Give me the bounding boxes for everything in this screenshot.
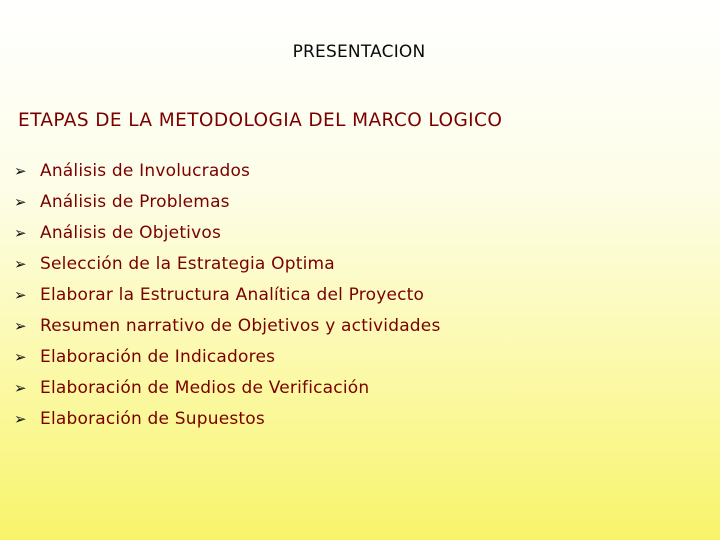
- list-item-label: Resumen narrativo de Objetivos y actividades: [40, 315, 441, 336]
- list-item: [14, 341, 441, 372]
- arrowhead-bullet-icon: ➢: [14, 409, 27, 428]
- list-item: [14, 248, 441, 279]
- list-item-label: Análisis de Objetivos: [40, 222, 222, 243]
- list-item-label: Elaboración de Medios de Verificación: [40, 377, 370, 398]
- list-item: [14, 217, 441, 248]
- slide-subtitle: ETAPAS DE LA METODOLOGIA DEL MARCO LOGICO: [18, 110, 503, 131]
- arrowhead-bullet-icon: ➢: [14, 254, 27, 273]
- stages-list: [14, 155, 441, 434]
- arrowhead-bullet-icon: ➢: [14, 347, 27, 366]
- list-item-label: Análisis de Problemas: [40, 191, 230, 212]
- list-item: [14, 279, 441, 310]
- list-item: [14, 155, 441, 186]
- list-item-label: Elaboración de Indicadores: [40, 346, 276, 367]
- list-item: [14, 310, 441, 341]
- list-item: [14, 186, 441, 217]
- list-item-label: Elaborar la Estructura Analítica del Proyecto: [40, 284, 425, 305]
- slide-title: PRESENTACION: [292, 42, 426, 62]
- arrowhead-bullet-icon: ➢: [14, 378, 27, 397]
- list-item-label: Elaboración de Supuestos: [40, 408, 265, 429]
- list-item: [14, 403, 441, 434]
- list-item-label: Selección de la Estrategia Optima: [40, 253, 335, 274]
- list-item-label: Análisis de Involucrados: [40, 160, 251, 181]
- arrowhead-bullet-icon: ➢: [14, 161, 27, 180]
- arrowhead-bullet-icon: ➢: [14, 192, 27, 211]
- list-item: [14, 372, 441, 403]
- arrowhead-bullet-icon: ➢: [14, 223, 27, 242]
- arrowhead-bullet-icon: ➢: [14, 316, 27, 335]
- arrowhead-bullet-icon: ➢: [14, 285, 27, 304]
